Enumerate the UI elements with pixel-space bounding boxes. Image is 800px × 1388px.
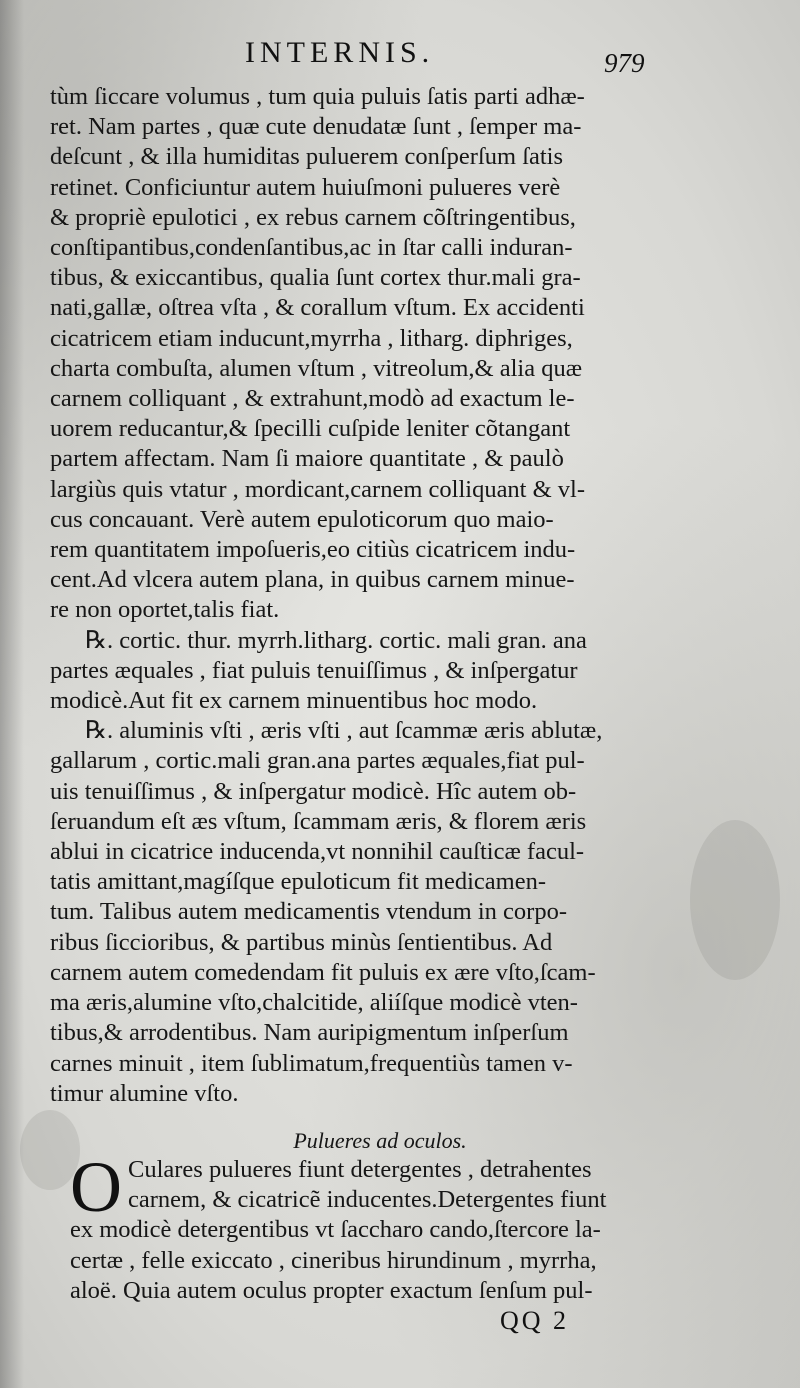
text-line: certæ , felle exiccato , cineribus hirundinum , myrrha, [70,1246,597,1274]
text-line: cus concauant. Verè autem epuloticorum quo maio- [50,505,554,533]
drop-cap: O [70,1147,122,1227]
recipe-line: modicè.Aut fit ex carnem minuentibus hoc modo. [50,687,538,715]
final-paragraph [70,1147,690,1306]
recipe-line: ribus ſiccioribus, & partibus minùs ſentientibus. Ad [50,928,553,956]
section-subheading: Pulueres ad oculos. [293,1128,467,1153]
recipe-line: carnes minuit , item ſublimatum,frequentiùs tamen v- [50,1049,573,1077]
recipe-line: ℞. cortic. thur. myrrh.litharg. cortic. mali gran. ana [85,626,587,654]
recipe-line: partes æquales , fiat puluis tenuiſſimus , & inſpergatur [50,656,578,684]
text-line: ret. Nam partes , quæ cute denudatæ ſunt , ſemper ma- [50,113,582,141]
main-text-block [50,82,680,1109]
text-line: uorem reducantur,& ſpecilli cuſpide leniter cõtangant [50,415,571,443]
text-line: rem quantitatem impoſueris,eo citiùs cicatricem indu- [50,536,576,564]
recipe-line: ſeruandum eſt æs vſtum, ſcammam æris, & florem æris [50,807,587,835]
recipe-line: uis tenuiſſimus , & inſpergatur modicè. Hîc autem ob- [50,777,577,805]
text-line: carnem colliquant , & extrahunt,modò ad exactum le- [50,385,575,413]
text-line: cent.Ad vlcera autem plana, in quibus carnem minue- [50,566,575,594]
recipe-line: carnem autem comedendam fit puluis ex ære vſto,ſcam- [50,958,596,986]
text-line: partem affectam. Nam ſi maiore quantitate , & paulò [50,445,564,473]
running-title: INTERNIS. [245,36,435,69]
recipe-line: ℞. aluminis vſti , æris vſti , aut ſcammæ æris ablutæ, [85,717,603,745]
text-line: & propriè epulotici , ex rebus carnem cõſtringentibus, [50,203,576,231]
text-line: carnem, & cicatricẽ inducentes.Detergentes fiunt [128,1186,607,1214]
text-line: aloë. Quia autem oculus propter exactum ſenſum pul- [70,1276,593,1304]
recipe-line: ablui in cicatrice inducenda,vt nonnihil cauſticæ facul- [50,838,585,866]
recipe-line: ma æris,alumine vſto,chalcitide, aliíſque modicè vten- [50,989,578,1017]
text-line: conſtipantibus,condenſantibus,ac in ſtar calli induran- [50,234,573,262]
signature-mark: QQ 2 [500,1306,570,1335]
text-line: Culares pulueres fiunt detergentes , detrahentes [128,1156,592,1183]
text-line: charta combuſta, alumen vſtum , vitreolum,& alia quæ [50,354,583,382]
text-line: deſcunt , & illa humiditas puluerem conſperſum ſatis [50,143,564,171]
recipe-line: tibus,& arrodentibus. Nam auripigmentum inſperſum [50,1019,569,1047]
text-line: cicatricem etiam inducunt,myrrha , litharg. diphriges, [50,324,573,352]
page-stain [690,820,780,980]
text-line: ex modicè detergentibus vt ſaccharo cando,ſtercore la- [70,1216,601,1244]
text-line: nati,gallæ, oſtrea vſta , & corallum vſtum. Ex accidenti [50,294,585,322]
recipe-line: gallarum , cortic.mali gran.ana partes æquales,fiat pul- [50,747,585,775]
text-line: retinet. Conficiuntur autem huiuſmoni pulueres verè [50,173,561,201]
recipe-line: timur alumine vſto. [50,1079,239,1107]
text-line: re non oportet,talis fiat. [50,596,280,624]
page-number: 979 [604,48,645,78]
recipe-line: tatis amittant,magíſque epuloticum fit medicamen- [50,868,546,896]
running-head [0,36,800,80]
text-line: tùm ſiccare volumus , tum quia puluis ſatis parti adhæ- [50,83,585,110]
text-line: largiùs quis vtatur , mordicant,carnem colliquant & vl- [50,475,586,503]
binding-shadow [0,0,24,1388]
text-line: tibus, & exiccantibus, qualia ſunt cortex thur.mali gra- [50,264,581,292]
recipe-line: tum. Talibus autem medicamentis vtendum in corpo- [50,898,567,926]
